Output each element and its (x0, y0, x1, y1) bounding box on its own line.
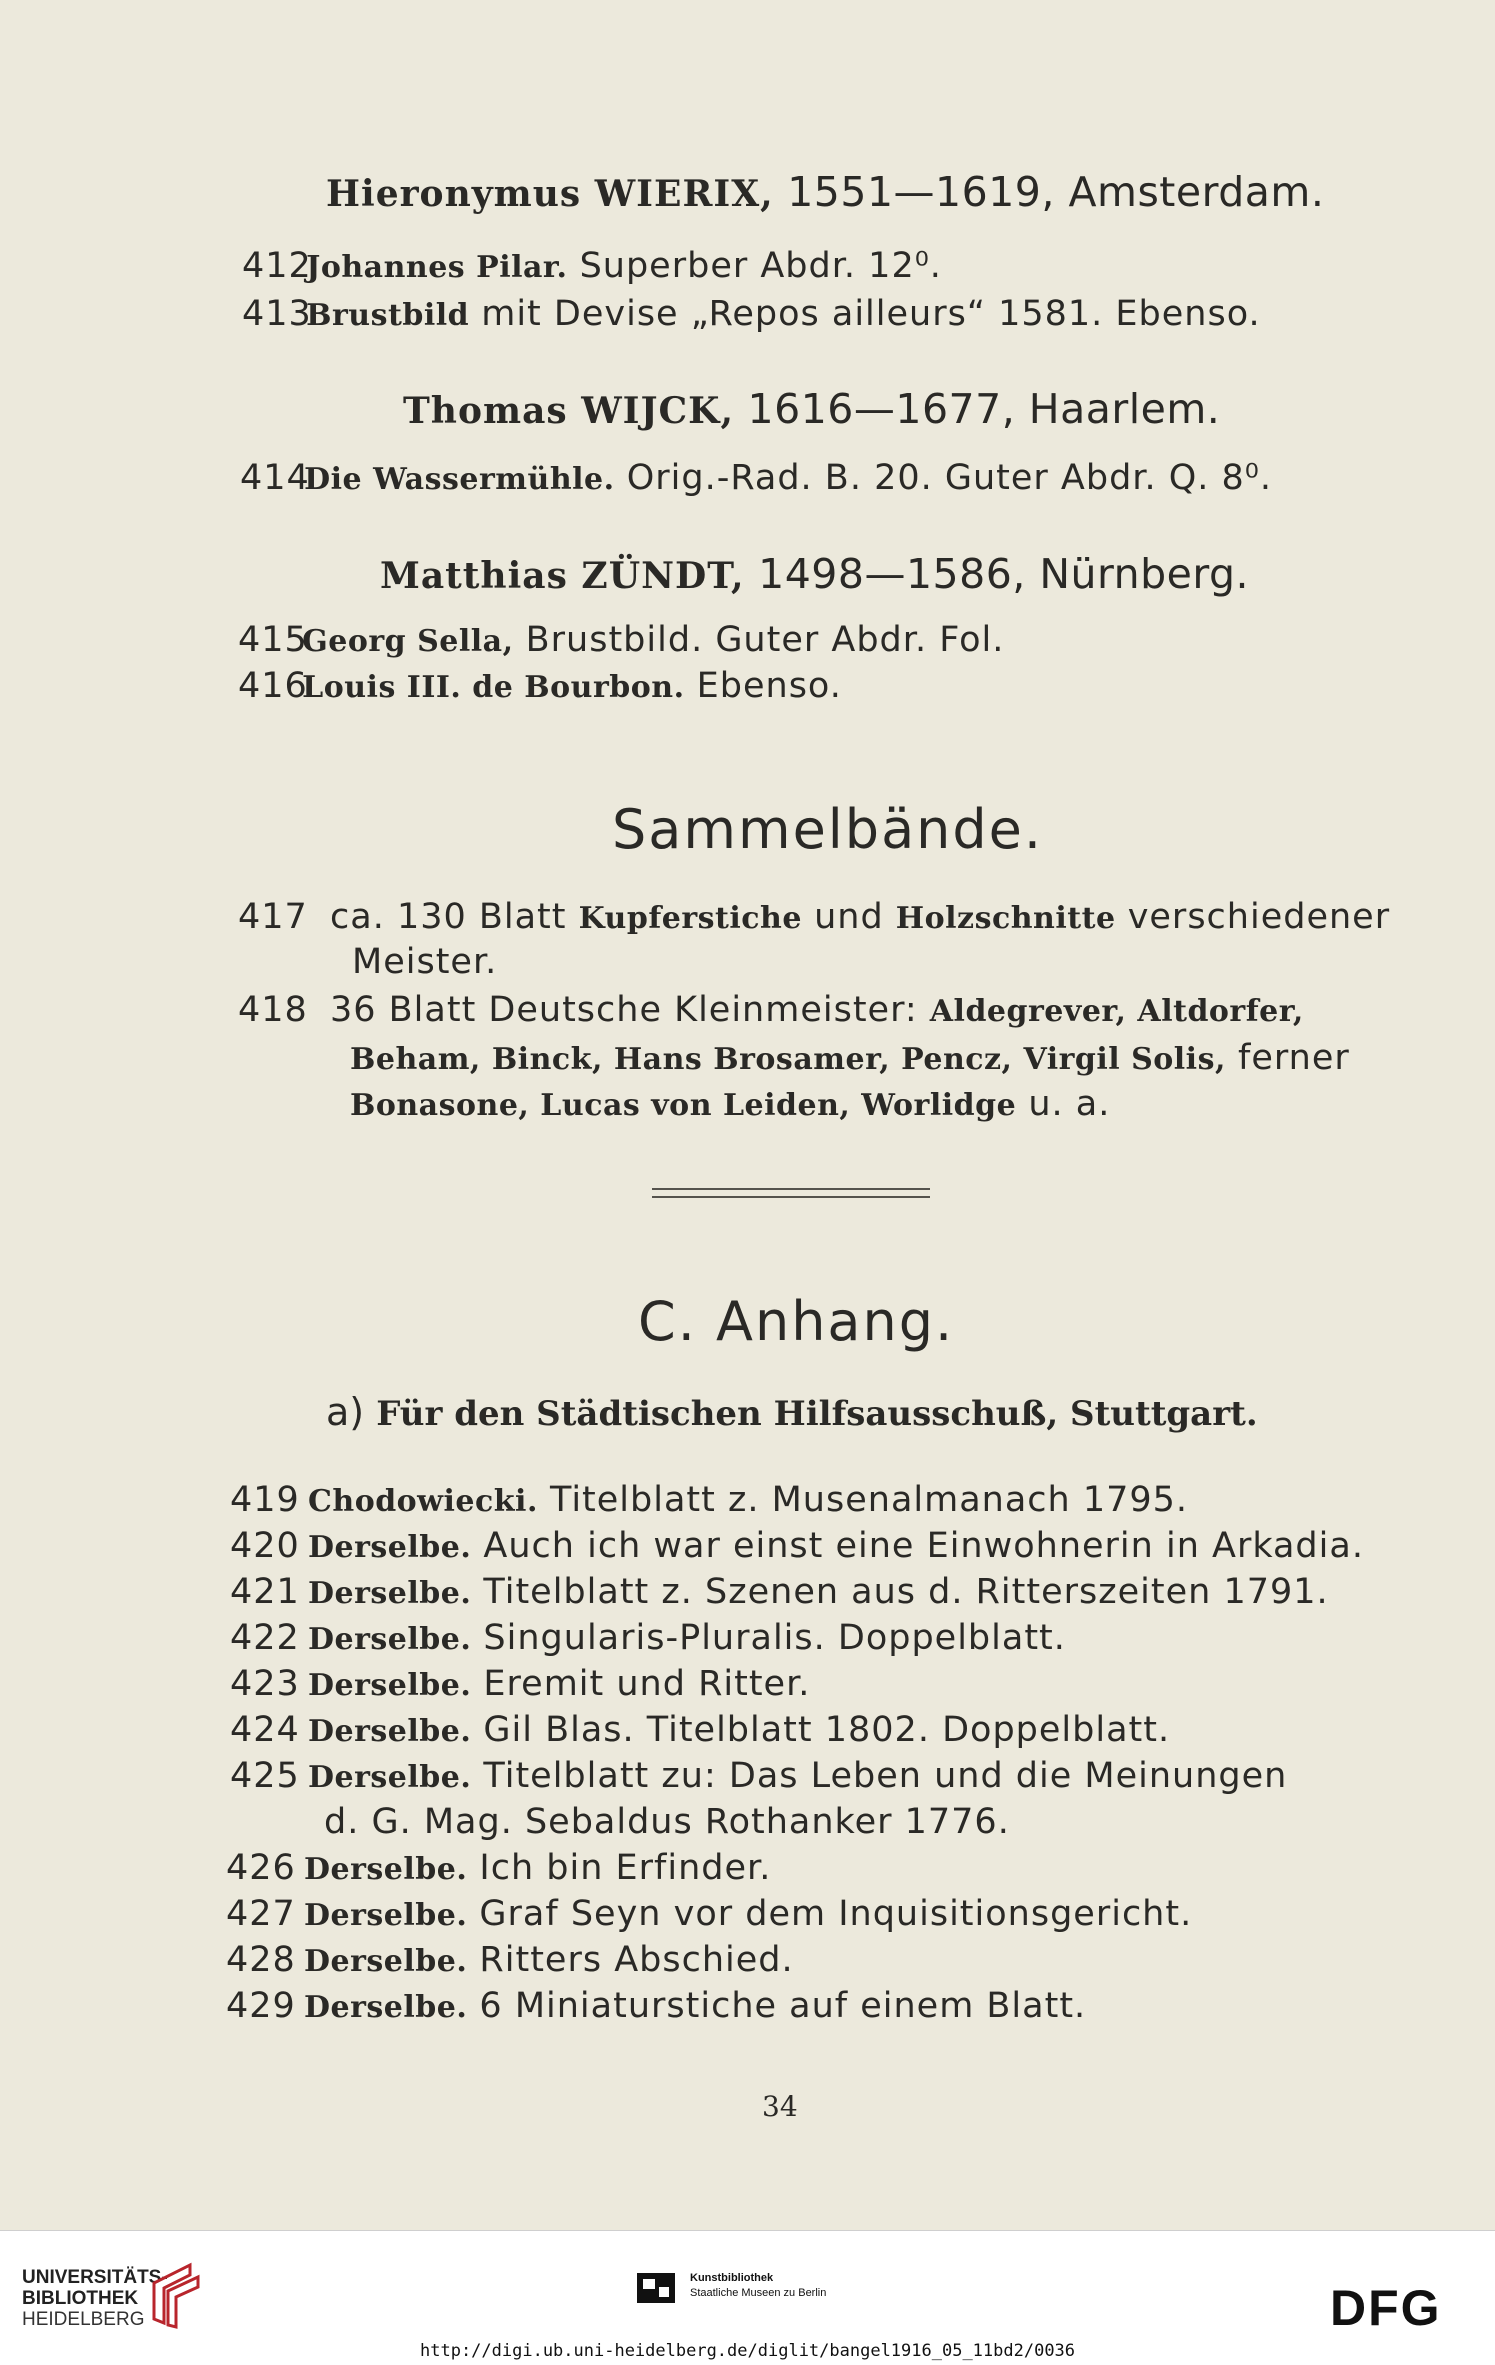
ub-heidelberg-icon (150, 2261, 202, 2331)
item-description: Graf Seyn vor dem Inquisitionsgericht. (467, 1894, 1193, 1934)
item-text: 36 Blatt Deutsche Kleinmeister: (330, 990, 930, 1030)
catalog-item-425-continued (324, 1802, 1010, 1842)
item-title: Derselbe. (304, 1990, 468, 2025)
item-bold-term: Beham, Binck, Hans Brosamer, Pencz, Virgil Solis, (350, 1042, 1226, 1077)
catalog-item-420 (230, 1526, 1364, 1566)
item-title: Derselbe. (308, 1622, 472, 1657)
permalink-url[interactable]: http://digi.ub.uni-heidelberg.de/diglit/bangel1916_05_11bd2/0036 (420, 2341, 1076, 2361)
item-number: 429 (226, 1986, 296, 2026)
catalog-item-417 (238, 897, 1390, 937)
artist-name: Thomas WIJCK, (403, 390, 734, 432)
logo-text-line: Staatliche Museen zu Berlin (690, 2287, 827, 2299)
catalog-item-421 (230, 1572, 1329, 1612)
item-description: Superber Abdr. 12⁰. (567, 246, 942, 286)
item-description: Gil Blas. Titelblatt 1802. Doppelblatt. (471, 1710, 1171, 1750)
item-description: Orig.-Rad. B. 20. Guter Abdr. Q. 8⁰. (614, 458, 1272, 498)
item-description: Singularis-Pluralis. Doppelblatt. (471, 1618, 1066, 1658)
item-number: 426 (226, 1848, 296, 1888)
item-number: 415 (238, 620, 308, 660)
item-title: Derselbe. (304, 1852, 468, 1887)
item-description: Brustbild. Guter Abdr. Fol. (513, 620, 1005, 660)
catalog-item-425 (230, 1756, 1287, 1796)
artist-dates: 1551—1619, Amsterdam. (773, 168, 1325, 216)
catalog-item-415 (238, 620, 1004, 660)
item-title: Chodowiecki. (308, 1484, 538, 1519)
item-bold-term: Kupferstiche (578, 901, 802, 936)
catalog-item-417-continued: Meister. (352, 942, 498, 982)
item-number: 425 (230, 1756, 300, 1796)
item-text: ca. 130 Blatt (330, 897, 579, 937)
dfg-logo[interactable]: DFG (1330, 2280, 1442, 2336)
item-title: Johannes Pilar. (306, 250, 568, 285)
artist-heading-wierix (326, 168, 1324, 216)
logo-text-line: Kunstbibliothek (690, 2272, 774, 2284)
catalog-item-413 (242, 294, 1261, 334)
university-library-logo[interactable] (22, 2267, 168, 2330)
catalog-item-429 (226, 1986, 1086, 2026)
subsection-letter: a) (326, 1390, 377, 1434)
catalog-item-426 (226, 1848, 771, 1888)
subsection-name: Für den Städtischen Hilfsausschuß, Stuttgart. (376, 1394, 1258, 1434)
item-text: u. a. (1016, 1084, 1111, 1124)
catalog-item-424 (230, 1710, 1170, 1750)
item-description: Titelblatt z. Musenalmanach 1795. (537, 1480, 1189, 1520)
item-title: Derselbe. (304, 1944, 468, 1979)
item-number: 423 (230, 1664, 300, 1704)
item-title: Louis III. de Bourbon. (302, 670, 685, 705)
logo-text-line: HEIDELBERG (22, 2309, 145, 2330)
item-text: verschiedener (1115, 897, 1391, 937)
catalog-item-427 (226, 1894, 1192, 1934)
section-title-sammelbaende: Sammelbände. (612, 798, 1044, 861)
artist-dates: 1616—1677, Haarlem. (733, 385, 1221, 433)
catalog-item-418-line2 (350, 1038, 1350, 1078)
catalog-item-416 (238, 666, 842, 706)
item-title: Derselbe. (308, 1668, 472, 1703)
item-text: und (801, 897, 896, 937)
logo-text-line: BIBLIOTHEK (22, 2288, 139, 2309)
item-number: 427 (226, 1894, 296, 1934)
kunstbibliothek-icon (637, 2273, 675, 2303)
item-title: Derselbe. (308, 1576, 472, 1611)
item-description: Ritters Abschied. (467, 1940, 794, 1980)
page-number: 34 (762, 2090, 798, 2123)
logo-text-line: UNIVERSITÄTS- (22, 2267, 168, 2288)
viewer-footer (0, 2230, 1495, 2365)
section-divider (652, 1188, 930, 1190)
artist-name: Matthias ZÜNDT, (380, 555, 745, 597)
item-title: Derselbe. (308, 1714, 472, 1749)
item-number: 413 (242, 294, 312, 334)
item-title: Derselbe. (308, 1530, 472, 1565)
item-number: 422 (230, 1618, 300, 1658)
item-description: 6 Miniaturstiche auf einem Blatt. (467, 1986, 1087, 2026)
item-title: Georg Sella, (302, 624, 514, 659)
catalog-item-418-line3 (350, 1084, 1110, 1124)
item-title: Derselbe. (304, 1898, 468, 1933)
item-bold-term: Bonasone, Lucas von Leiden, Worlidge (350, 1088, 1017, 1123)
item-number: 428 (226, 1940, 296, 1980)
item-number: 421 (230, 1572, 300, 1612)
item-title: Die Wassermühle. (304, 462, 615, 497)
item-description: d. G. Mag. Sebaldus Rothanker 1776. (324, 1802, 1010, 1842)
catalog-item-419 (230, 1480, 1188, 1520)
item-number: 419 (230, 1480, 300, 1520)
item-number: 414 (240, 458, 310, 498)
catalog-item-423 (230, 1664, 810, 1704)
catalog-item-422 (230, 1618, 1066, 1658)
item-number: 416 (238, 666, 308, 706)
item-title: Brustbild (306, 298, 470, 333)
catalog-item-428 (226, 1940, 794, 1980)
item-description: Ebenso. (684, 666, 842, 706)
item-description: mit Devise „Repos ailleurs“ 1581. Ebenso. (469, 294, 1261, 334)
artist-heading-wijck (403, 385, 1220, 433)
artist-heading-zuendt (380, 550, 1249, 598)
item-description: Titelblatt z. Szenen aus d. Ritterszeiten 1791. (471, 1572, 1329, 1612)
item-number: 412 (242, 246, 312, 286)
artist-name: Hieronymus WIERIX, (326, 173, 774, 215)
subsection-title-hilfsausschuss (326, 1390, 1258, 1434)
kunstbibliothek-logo[interactable] (690, 2271, 826, 2301)
catalog-item-414 (240, 458, 1272, 498)
item-bold-term: Aldegrever, Altdorfer, (929, 994, 1304, 1029)
section-title-anhang: C. Anhang. (638, 1290, 955, 1353)
item-text: ferner (1225, 1038, 1350, 1078)
section-divider (652, 1196, 930, 1198)
item-number: 418 (238, 990, 308, 1030)
item-number: 424 (230, 1710, 300, 1750)
item-description: Titelblatt zu: Das Leben und die Meinungen (471, 1756, 1288, 1796)
item-number: 420 (230, 1526, 300, 1566)
catalog-item-418 (238, 990, 1304, 1030)
artist-dates: 1498—1586, Nürnberg. (744, 550, 1250, 598)
item-title: Derselbe. (308, 1760, 472, 1795)
item-description: Ich bin Erfinder. (467, 1848, 772, 1888)
item-number: 417 (238, 897, 308, 937)
catalog-item-412 (242, 246, 942, 286)
item-bold-term: Holzschnitte (895, 901, 1116, 936)
item-description: Auch ich war einst eine Einwohnerin in Arkadia. (471, 1526, 1364, 1566)
item-description: Eremit und Ritter. (471, 1664, 811, 1704)
